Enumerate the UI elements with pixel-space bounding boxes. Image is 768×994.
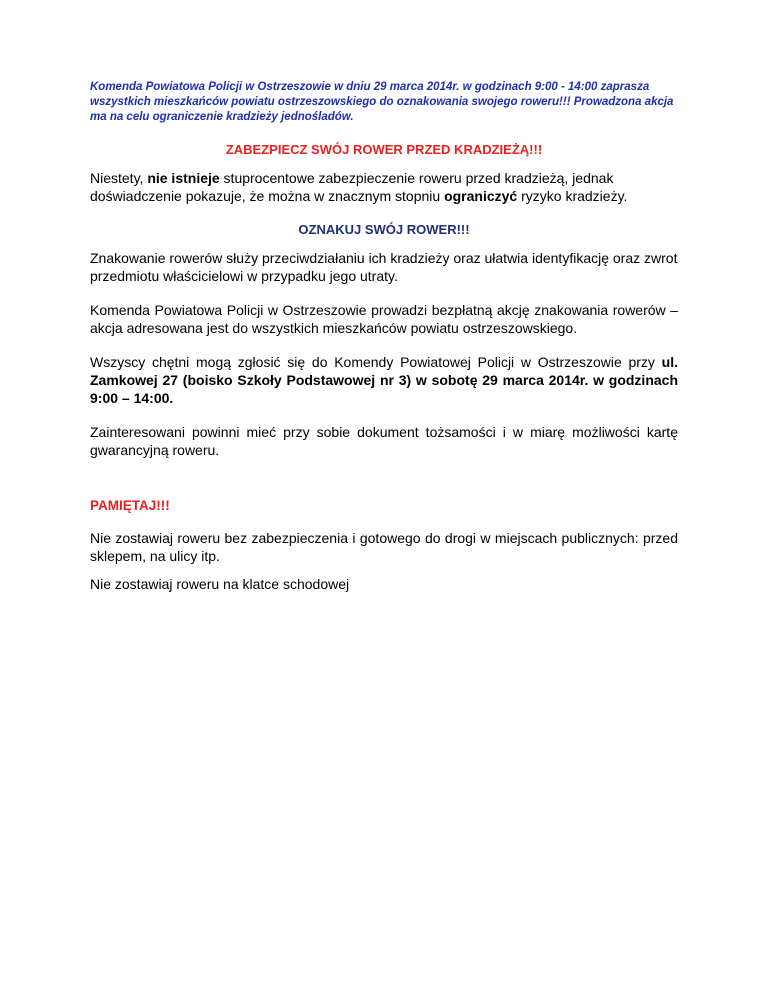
- paragraph-documents: Zainteresowani powinni mieć przy sobie dokument tożsamości i w miarę możliwości kartę gwarancyjną roweru.: [90, 424, 678, 458]
- p1-text-3: ryzyko kradzieży.: [517, 188, 628, 204]
- paragraph-location: [90, 353, 678, 407]
- paragraph-tip-stairwell: Nie zostawiaj roweru na klatce schodowej: [90, 576, 350, 592]
- heading-mark-bike: OZNAKUJ SWÓJ ROWER!!!: [298, 222, 470, 237]
- p4-bold-address: ul. Zamkowej 27 (boisko Szkoły Podstawowej nr 3) w sobotę 29 marca 2014r. w godzinach 9:00 – 14:00.: [90, 354, 678, 406]
- paragraph-marking-purpose: Znakowanie rowerów służy przeciwdziałaniu ich kradzieży oraz ułatwia identyfikację oraz zwrot przedmiotu właścicielowi w przypadku jego utraty.: [90, 250, 678, 284]
- paragraph-tip-public: Nie zostawiaj roweru bez zabezpieczenia i gotowego do drogi w miejscach publicznych: przed sklepem, na ulicy itp.: [90, 530, 678, 564]
- paragraph-no-perfect-protection: [90, 169, 678, 205]
- intro-paragraph: Komenda Powiatowa Policji w Ostrzeszowie w dniu 29 marca 2014r. w godzinach 9:00 - 14:00 zaprasza wszystkich mieszkańców powiatu ostrzeszowskiego do oznakowania swojego roweru!!! Prowadzona akcja ma na celu ograniczenie kradzieży jednośladów.: [90, 81, 674, 123]
- p4-text-1: Wszyscy chętni mogą zgłosić się do Komendy Powiatowej Policji w Ostrzeszowie przy: [90, 354, 662, 370]
- p1-bold-1: nie istnieje: [147, 170, 220, 186]
- document-page: [90, 80, 678, 609]
- heading-remember: PAMIĘTAJ!!!: [90, 498, 170, 513]
- p1-bold-2: ograniczyć: [444, 188, 518, 204]
- p1-text-1: Niestety,: [90, 170, 148, 186]
- p1-text-2: stuprocentowe zabezpieczenie roweru przed kradzieżą, jednak doświadczenie pokazuje, że można w znacznym stopniu: [90, 170, 614, 204]
- paragraph-free-action: Komenda Powiatowa Policji w Ostrzeszowie prowadzi bezpłatną akcję znakowania rowerów – akcja adresowana jest do wszystkich mieszkańców powiatu ostrzeszowskiego.: [90, 302, 678, 336]
- heading-secure-bike: ZABEZPIECZ SWÓJ ROWER PRZED KRADZIEŻĄ!!!: [225, 142, 543, 157]
